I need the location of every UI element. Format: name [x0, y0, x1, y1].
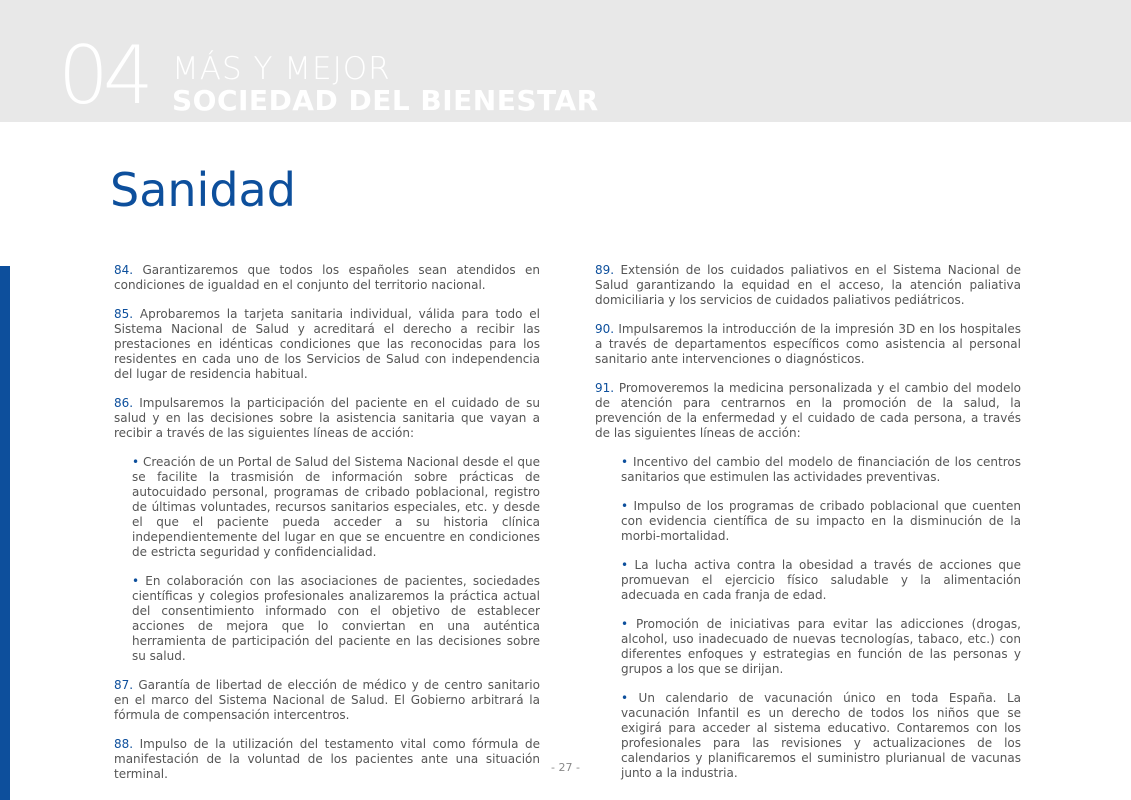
proposal-number: 91.: [595, 381, 615, 395]
chapter-title-line1: MÁS Y MEJOR: [172, 51, 391, 87]
page-number: - 27 -: [551, 761, 580, 774]
bullet-icon: •: [621, 558, 629, 572]
action-line-item: [114, 574, 540, 664]
proposal-number: 84.: [114, 263, 134, 277]
action-line-item: [595, 558, 1021, 603]
proposal-88: [114, 737, 540, 782]
proposal-text: Promoveremos la medicina personalizada y el cambio del modelo de atención para centrarnos en la promoción de la salud, la prevención de la enfermedad y el cuidado de cada persona, a través de las siguientes líneas de acción:: [595, 381, 1021, 440]
proposal-number: 90.: [595, 322, 615, 336]
proposal-text: Aprobaremos la tarjeta sanitaria individual, válida para todo el Sistema Nacional de Salud y acreditará el derecho a recibir las prestaciones en idénticas condiciones que las reconocidas para los residentes en cada uno de los Servicios de Salud con independencia del lugar de residencia habitual.: [114, 307, 540, 381]
proposal-86: [114, 396, 540, 441]
action-line-item: [595, 617, 1021, 677]
action-line-text: Un calendario de vacunación único en toda España. La vacunación Infantil es un derecho de todos los niños que se exigirá para acceder al sistema educativo. Contaremos con los profesionales para las revisiones y actualizaciones de los calendarios y planificaremos el suministro plurianual de vacunas junto a la industria.: [621, 691, 1021, 780]
proposal-text: Garantizaremos que todos los españoles sean atendidos en condiciones de igualdad en el conjunto del territorio nacional.: [114, 263, 540, 292]
proposal-number: 89.: [595, 263, 615, 277]
action-line-text: La lucha activa contra la obesidad a través de acciones que promuevan el ejercicio físico saludable y la alimentación adecuada en cada franja de edad.: [621, 558, 1021, 602]
action-line-item: [595, 499, 1021, 544]
section-title: Sanidad: [110, 163, 296, 217]
proposal-number: 87.: [114, 678, 134, 692]
right-column: [595, 263, 1021, 795]
action-line-item: [114, 455, 540, 560]
proposal-number: 88.: [114, 737, 134, 751]
chapter-title-line2: SOCIEDAD DEL BIENESTAR: [172, 84, 599, 117]
action-line-text: Incentivo del cambio del modelo de financiación de los centros sanitarios que estimulen las actividades preventivas.: [621, 455, 1021, 484]
proposal-87: [114, 678, 540, 723]
proposal-84: [114, 263, 540, 293]
proposal-text: Impulsaremos la participación del paciente en el cuidado de su salud y en las decisiones sobre la asistencia sanitaria que vayan a recibir a través de las siguientes líneas de acción:: [114, 396, 540, 440]
proposal-91: [595, 381, 1021, 441]
bullet-icon: •: [132, 574, 140, 588]
chapter-header: [0, 0, 1131, 122]
proposal-text: Impulsaremos la introducción de la impresión 3D en los hospitales a través de departamentos específicos como asistencia al personal sanitario ante intervenciones o diagnósticos.: [595, 322, 1021, 366]
proposal-89: [595, 263, 1021, 308]
bullet-icon: •: [132, 455, 140, 469]
left-column: [114, 263, 540, 796]
action-line-text: En colaboración con las asociaciones de pacientes, sociedades científicas y colegios profesionales analizaremos la práctica actual del consentimiento informado con el objetivo de establecer acciones de mejora que lo conviertan en una auténtica herramienta de participación del paciente en las decisiones sobre su salud.: [132, 574, 540, 663]
proposal-text: Garantía de libertad de elección de médico y de centro sanitario en el marco del Sistema Nacional de Salud. El Gobierno arbitrará la fórmula de compensación intercentros.: [114, 678, 540, 722]
proposal-number: 85.: [114, 307, 134, 321]
proposal-90: [595, 322, 1021, 367]
action-line-text: Creación de un Portal de Salud del Sistema Nacional desde el que se facilite la trasmisión de información sobre prácticas de autocuidado personal, programas de cribado poblacional, registro de últimas voluntades, recursos sanitarios especiales, etc. y desde el que el paciente pueda acceder a su historia clínica independientemente del lugar en que se encuentre en condiciones de estricta seguridad y confidencialidad.: [132, 455, 540, 559]
bullet-icon: •: [621, 691, 629, 705]
bullet-icon: •: [621, 499, 629, 513]
proposal-number: 86.: [114, 396, 134, 410]
side-accent-bar: [0, 266, 10, 800]
action-line-text: Promoción de iniciativas para evitar las adicciones (drogas, alcohol, uso inadecuado de nuevas tecnologías, tabaco, etc.) con diferentes enfoques y estrategias en función de las personas y grupos a los que se dirijan.: [621, 617, 1021, 676]
action-line-text: Impulso de los programas de cribado poblacional que cuenten con evidencia científica de su impacto en la disminución de la morbi-mortalidad.: [621, 499, 1021, 543]
bullet-icon: •: [621, 617, 629, 631]
proposal-text: Extensión de los cuidados paliativos en el Sistema Nacional de Salud garantizando la equidad en el acceso, la atención paliativa domiciliaria y los servicios de cuidados paliativos pediátricos.: [595, 263, 1021, 307]
proposal-85: [114, 307, 540, 382]
bullet-icon: •: [621, 455, 629, 469]
chapter-number: 04: [58, 29, 148, 122]
proposal-text: Impulso de la utilización del testamento vital como fórmula de manifestación de la voluntad de los pacientes ante una situación terminal.: [114, 737, 540, 781]
action-line-item: [595, 455, 1021, 485]
